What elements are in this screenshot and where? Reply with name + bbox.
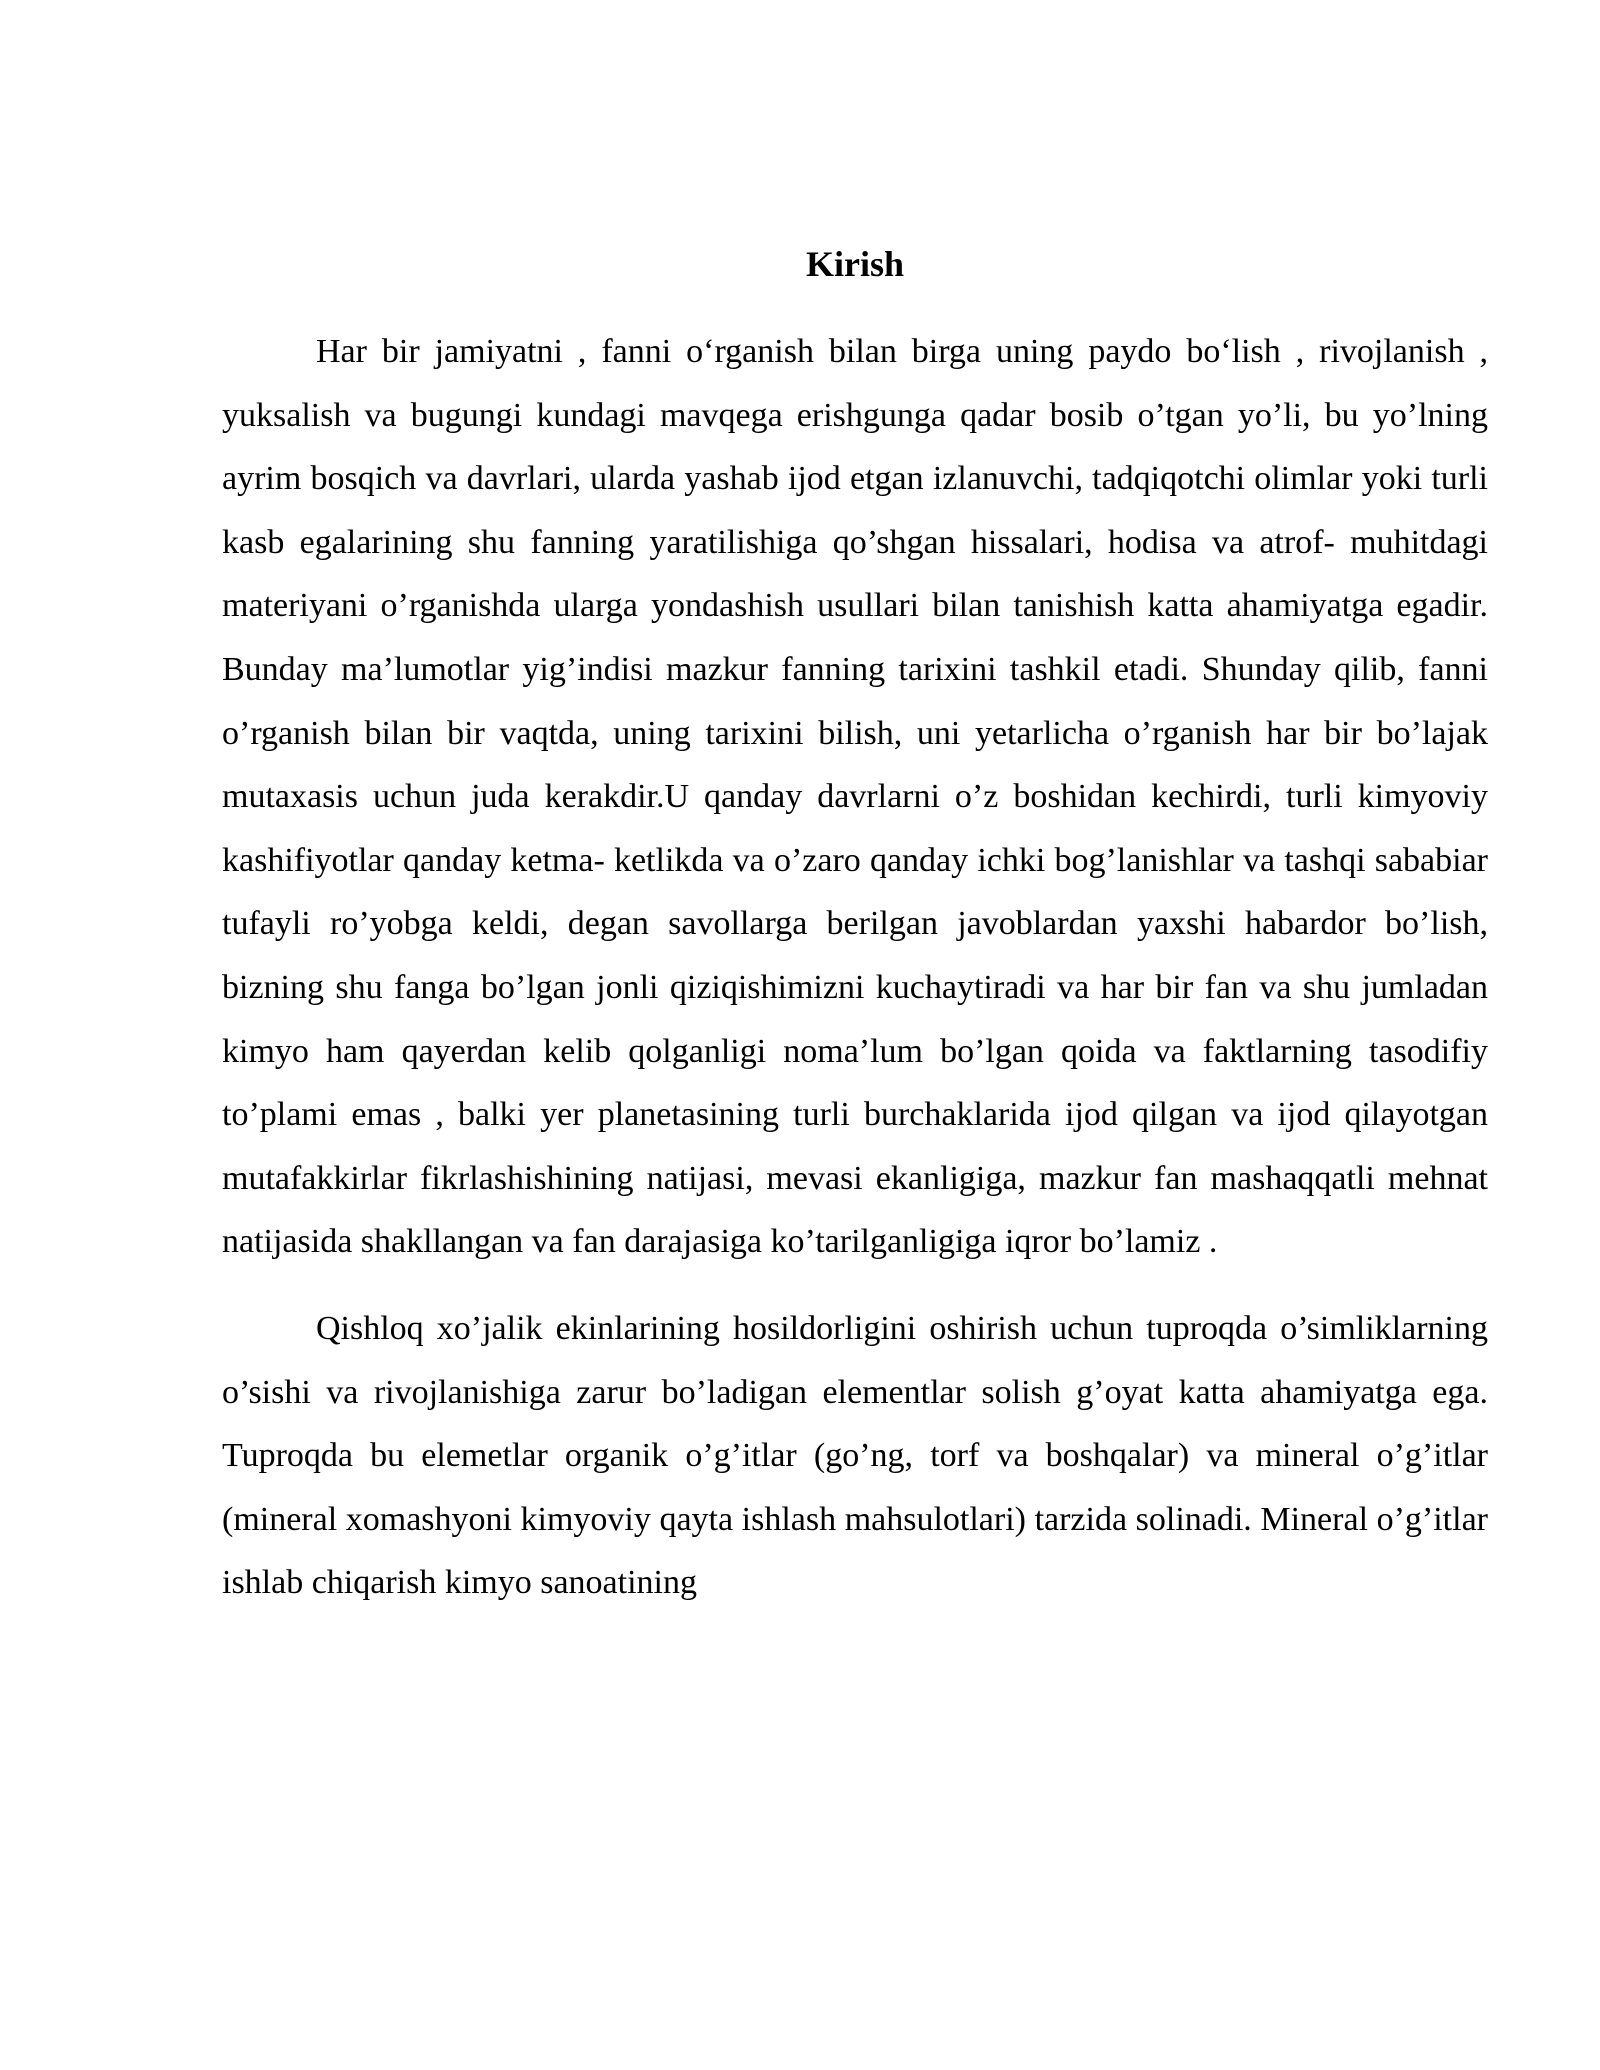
paragraph-introduction: Har bir jamiyatni , fanni o‘rganish bilan birga uning paydo bo‘lish , rivojlanish , yuksalish va bugungi kundagi mavqega erishgunga qadar bosib o’tgan yo’li, bu yo’lning ayrim bosqich va davrlari, ularda yashab ijod etgan izlanuvchi, tadqiqotchi olimlar yoki turli kasb egalarining shu fanning yaratilishiga qo’shgan hissalari, hodisa va atrof- muhitdagi materiyani o’rganishda ularga yondashish usullari bilan tanishish katta ahamiyatga egadir. Bunday ma’lumotlar yig’indisi mazkur fanning tarixini tashkil etadi. Shunday qilib, fanni o’rganish bilan bir vaqtda, uning tarixini bilish, uni yetarlicha o’rganish har bir bo’lajak mutaxasis uchun juda kerakdir.U qanday davrlarni o’z boshidan kechirdi, turli kimyoviy kashifiyotlar qanday ketma- ketlikda va o’zaro qanday ichki bog’lanishlar va tashqi sababiar tufayli ro’yobga keldi, degan savollarga berilgan javoblardan yaxshi habardor bo’lish, bizning shu fanga bo’lgan jonli qiziqishimizni kuchaytiradi va har bir fan va shu jumladan kimyo ham qayerdan kelib qolganligi noma’lum bo’lgan qoida va faktlarning tasodifiy to’plami emas , balki yer planetasining turli burchaklarida ijod qilgan va ijod qilayotgan mutafakkirlar fikrlashishining natijasi, mevasi ekanligiga, mazkur fan mashaqqatli mehnat natijasida shakllangan va fan darajasiga ko’tarilganligiga iqror bo’lamiz .: [222, 333, 1488, 1261]
paragraph-fertilizers: Qishloq xo’jalik ekinlarining hosildorligini oshirish uchun tuproqda o’simliklarning o’sishi va rivojlanishiga zarur bo’ladigan elementlar solish g’oyat katta ahamiyatga ega. Tuproqda bu elemetlar organik o’g’itlar (go’ng, torf va boshqalar) va mineral o’g’itlar (mineral xomashyoni kimyoviy qayta ishlash mahsulotlari) tarzida solinadi. Mineral o’g’itlar ishlab chiqarish kimyo sanoatining: [222, 1309, 1488, 1602]
document-body: [222, 240, 1488, 1615]
page-title: Kirish: [805, 244, 904, 284]
